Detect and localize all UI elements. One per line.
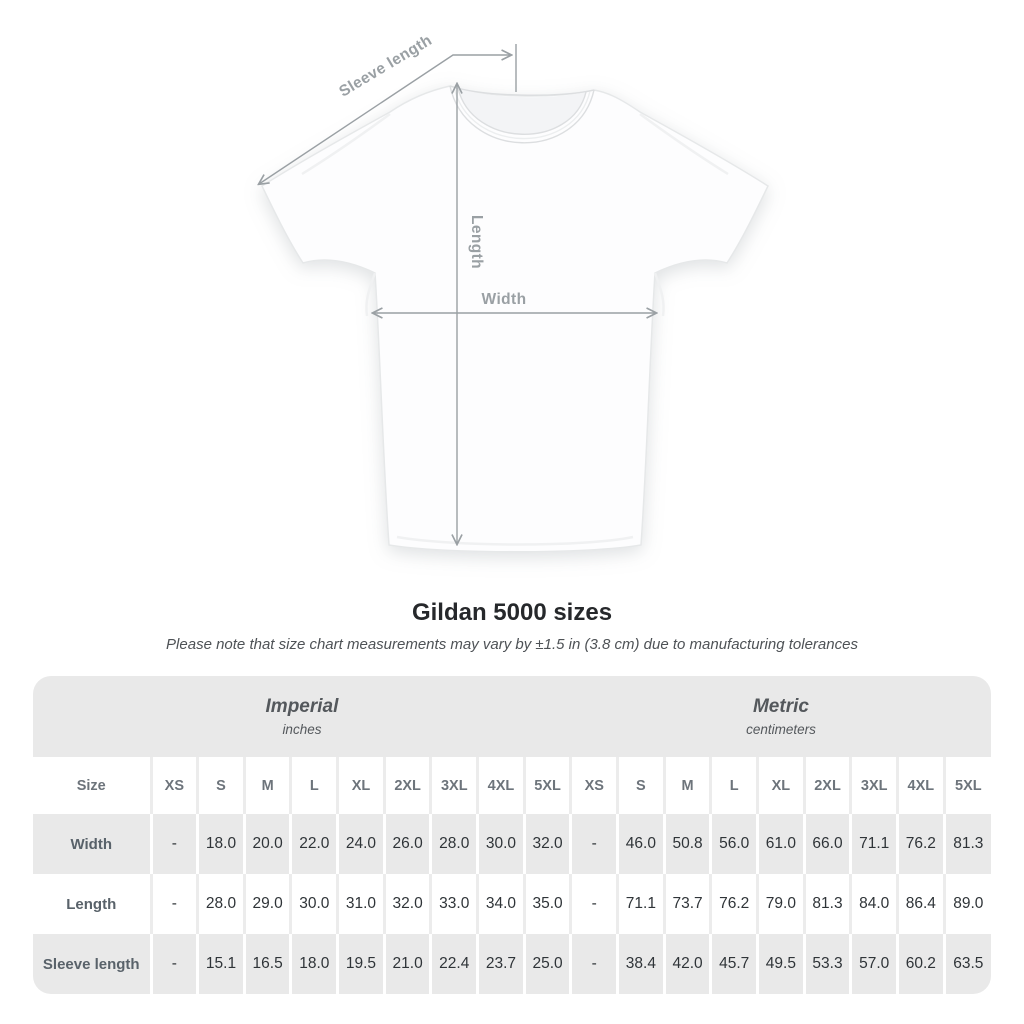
cell: 23.7 — [478, 934, 525, 994]
cell: 73.7 — [664, 874, 711, 934]
col-header-imperial-s: S — [198, 757, 245, 814]
cell: 66.0 — [804, 814, 851, 874]
cell: 30.0 — [291, 874, 338, 934]
cell: 50.8 — [664, 814, 711, 874]
unit-band-row — [33, 676, 991, 757]
cell: 31.0 — [338, 874, 385, 934]
cell: 63.5 — [944, 934, 991, 994]
tolerance-note: Please note that size chart measurements may vary by ±1.5 in (3.8 cm) due to manufacturing tolerances — [166, 636, 858, 653]
imperial-unit: inches — [282, 722, 322, 737]
row-label: Width — [33, 814, 151, 874]
row-label: Length — [33, 874, 151, 934]
cell: 19.5 — [338, 934, 385, 994]
length-label: Length — [468, 214, 485, 270]
col-header-imperial-l: L — [291, 757, 338, 814]
page-title: Gildan 5000 sizes — [411, 599, 613, 626]
col-header-metric-s: S — [618, 757, 665, 814]
table-row-sleeve-length — [33, 934, 991, 994]
cell: 24.0 — [338, 814, 385, 874]
cell: 71.1 — [851, 814, 898, 874]
width-label: Width — [481, 291, 527, 308]
col-header-imperial-5xl: 5XL — [524, 757, 571, 814]
cell: 60.2 — [898, 934, 945, 994]
cell: 84.0 — [851, 874, 898, 934]
cell: 18.0 — [291, 934, 338, 994]
col-header-metric-2xl: 2XL — [804, 757, 851, 814]
cell: 81.3 — [944, 814, 991, 874]
col-header-metric-4xl: 4XL — [898, 757, 945, 814]
cell: - — [151, 934, 198, 994]
cell: 86.4 — [898, 874, 945, 934]
cell: 22.0 — [291, 814, 338, 874]
cell: 15.1 — [198, 934, 245, 994]
cell: 61.0 — [758, 814, 805, 874]
cell: - — [151, 874, 198, 934]
cell: 81.3 — [804, 874, 851, 934]
cell: 16.5 — [244, 934, 291, 994]
col-header-imperial-m: M — [244, 757, 291, 814]
col-header-metric-xs: XS — [571, 757, 618, 814]
col-header-imperial-xs: XS — [151, 757, 198, 814]
cell: 32.0 — [524, 814, 571, 874]
cell: 76.2 — [898, 814, 945, 874]
tshirt-shape — [262, 86, 768, 552]
sleeve-length-label: Sleeve length — [336, 31, 436, 101]
col-header-metric-m: M — [664, 757, 711, 814]
column-header-row — [33, 757, 991, 814]
col-header-imperial-4xl: 4XL — [478, 757, 525, 814]
col-header-imperial-3xl: 3XL — [431, 757, 478, 814]
cell: 30.0 — [478, 814, 525, 874]
metric-unit: centimeters — [746, 722, 816, 737]
cell: 71.1 — [618, 874, 665, 934]
size-chart-table — [33, 676, 991, 994]
cell: 21.0 — [384, 934, 431, 994]
imperial-label: Imperial — [265, 696, 339, 717]
cell: 79.0 — [758, 874, 805, 934]
cell: 18.0 — [198, 814, 245, 874]
cell: 56.0 — [711, 814, 758, 874]
cell: 20.0 — [244, 814, 291, 874]
col-header-metric-5xl: 5XL — [944, 757, 991, 814]
col-header-imperial-2xl: 2XL — [384, 757, 431, 814]
cell: 42.0 — [664, 934, 711, 994]
cell: 22.4 — [431, 934, 478, 994]
table-row-width — [33, 814, 991, 874]
metric-group-header — [571, 676, 991, 757]
cell: - — [151, 814, 198, 874]
imperial-group-header — [33, 676, 571, 757]
cell: 32.0 — [384, 874, 431, 934]
col-header-metric-3xl: 3XL — [851, 757, 898, 814]
cell: 28.0 — [198, 874, 245, 934]
right-armpit-crease — [655, 273, 664, 316]
size-chart — [33, 676, 991, 994]
cell: 76.2 — [711, 874, 758, 934]
cell: - — [571, 934, 618, 994]
cell: 25.0 — [524, 934, 571, 994]
cell: 57.0 — [851, 934, 898, 994]
cell: 35.0 — [524, 874, 571, 934]
cell: 46.0 — [618, 814, 665, 874]
left-armpit-crease — [366, 273, 375, 316]
col-header-metric-xl: XL — [758, 757, 805, 814]
size-col-header: Size — [33, 757, 151, 814]
col-header-metric-l: L — [711, 757, 758, 814]
col-header-imperial-xl: XL — [338, 757, 385, 814]
cell: 34.0 — [478, 874, 525, 934]
table-row-length — [33, 874, 991, 934]
cell: - — [571, 874, 618, 934]
cell: 28.0 — [431, 814, 478, 874]
cell: 38.4 — [618, 934, 665, 994]
metric-label: Metric — [752, 696, 809, 717]
cell: 29.0 — [244, 874, 291, 934]
cell: 33.0 — [431, 874, 478, 934]
cell: 26.0 — [384, 814, 431, 874]
cell: 89.0 — [944, 874, 991, 934]
cell: - — [571, 814, 618, 874]
cell: 49.5 — [758, 934, 805, 994]
cell: 53.3 — [804, 934, 851, 994]
row-label: Sleeve length — [33, 934, 151, 994]
cell: 45.7 — [711, 934, 758, 994]
